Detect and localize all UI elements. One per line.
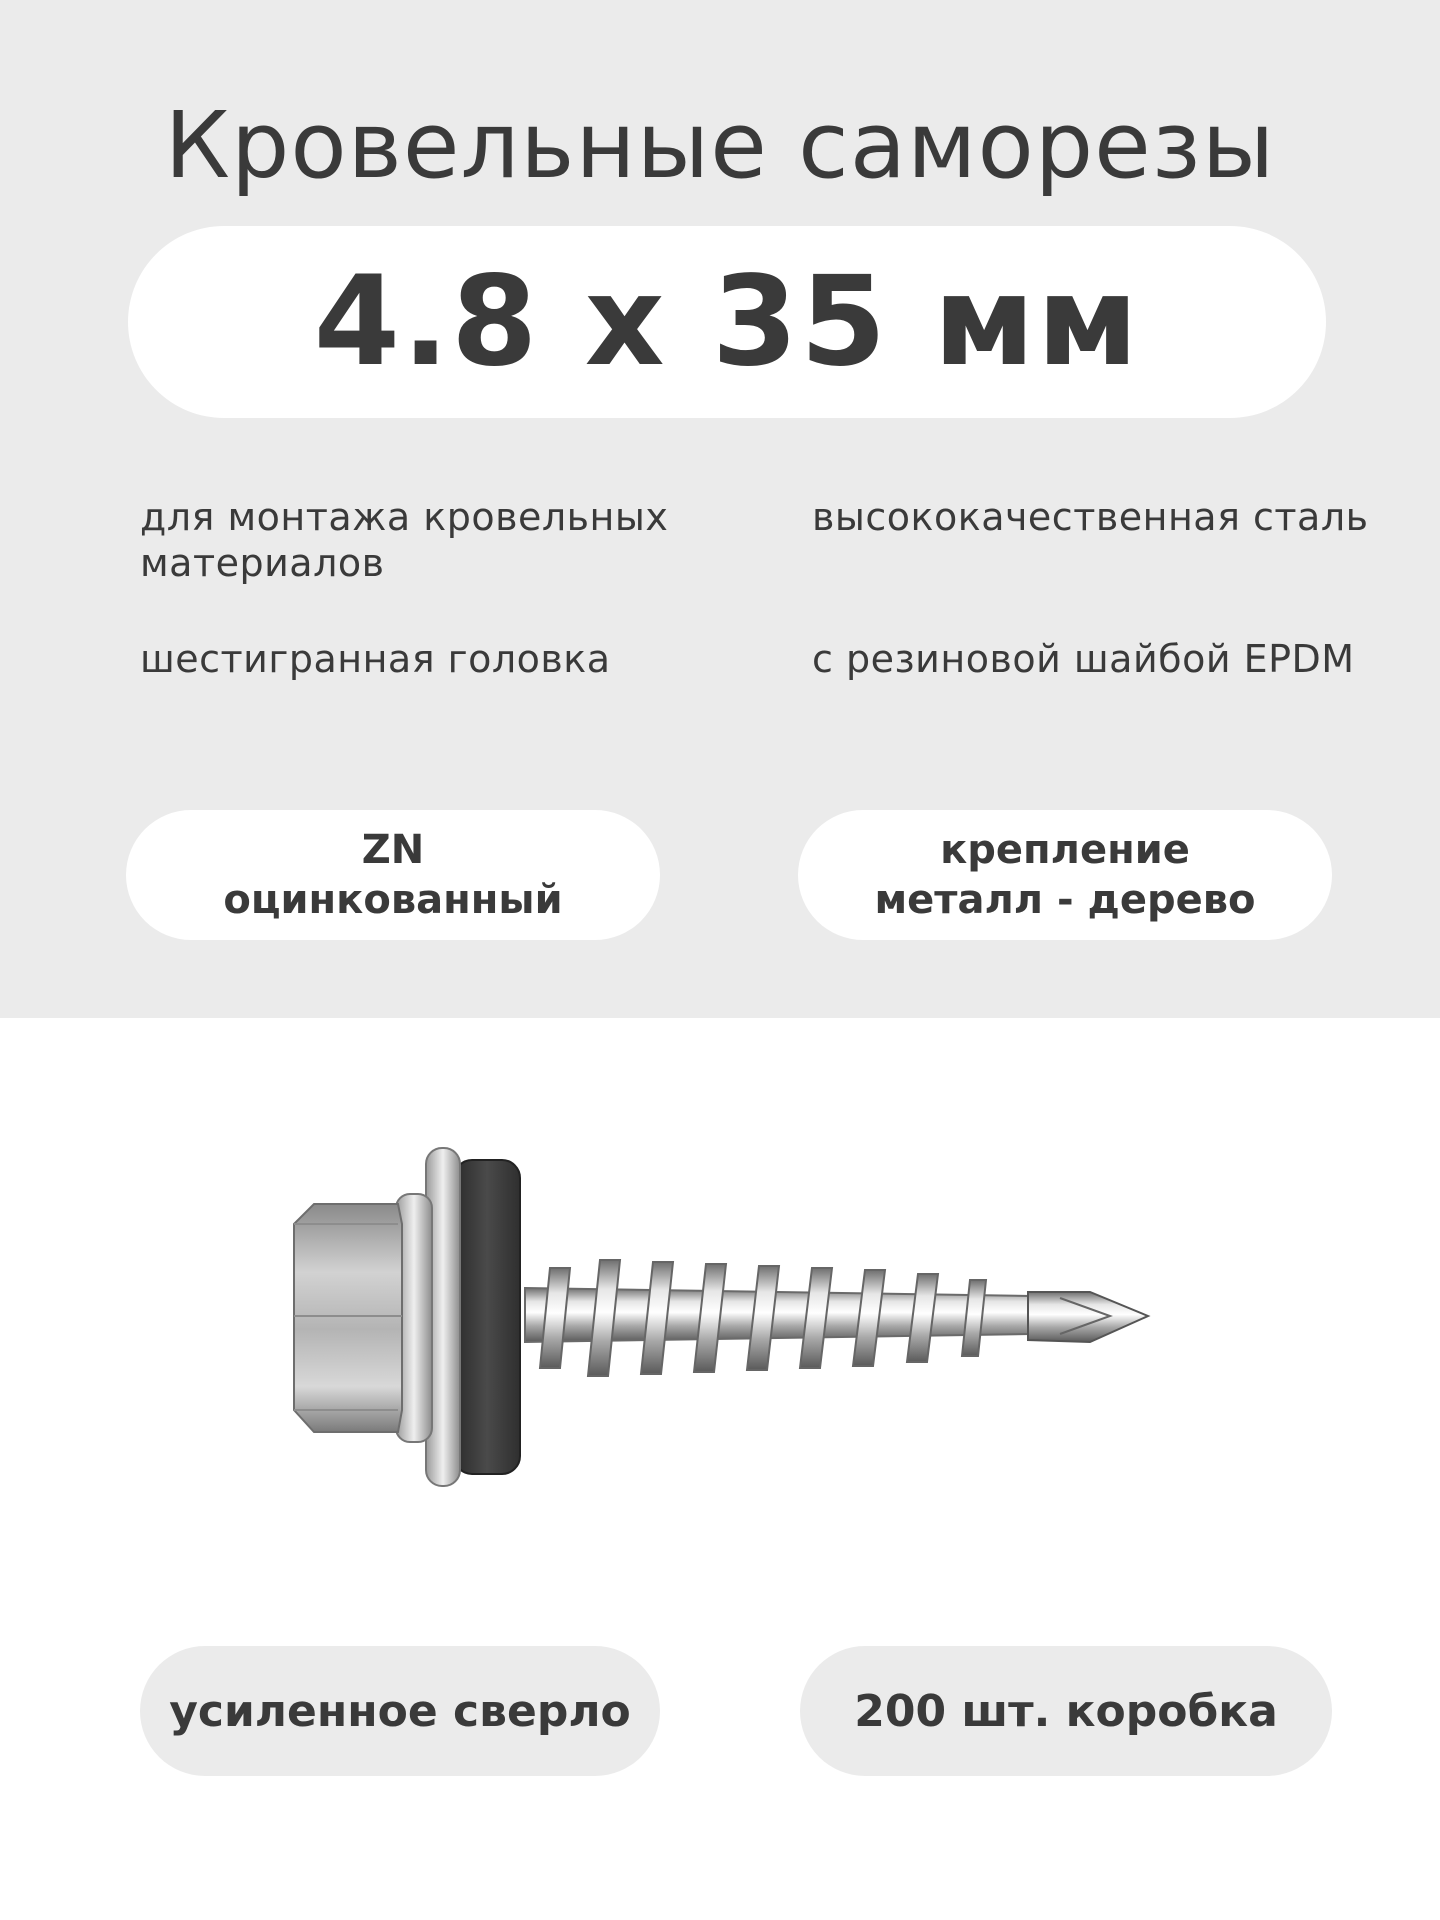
feature-mounting: для монтажа кровельных материалов xyxy=(140,495,669,585)
drill-badge xyxy=(140,1646,660,1776)
package-badge xyxy=(800,1646,1332,1776)
drill-badge-label: усиленное сверло xyxy=(169,1685,631,1737)
feature-washer: с резиновой шайбой EPDM xyxy=(812,637,1355,681)
screw-illustration xyxy=(270,1120,1170,1520)
coating-badge xyxy=(126,810,660,940)
size-value: 4.8 x 35 мм xyxy=(313,250,1141,394)
size-badge xyxy=(128,226,1326,418)
fastening-badge-line2: металл - дерево xyxy=(874,877,1256,923)
package-badge-label: 200 шт. коробка xyxy=(854,1685,1278,1737)
product-title: Кровельные саморезы xyxy=(164,92,1276,199)
fastening-badge-line1: крепление xyxy=(940,827,1190,873)
coating-badge-line1: ZN xyxy=(361,827,425,873)
fastening-badge xyxy=(798,810,1332,940)
feature-steel: высококачественная сталь xyxy=(812,495,1369,539)
screw-image xyxy=(270,1120,1170,1520)
feature-head: шестигранная головка xyxy=(140,637,611,681)
coating-badge-line2: оцинкованный xyxy=(223,877,563,923)
